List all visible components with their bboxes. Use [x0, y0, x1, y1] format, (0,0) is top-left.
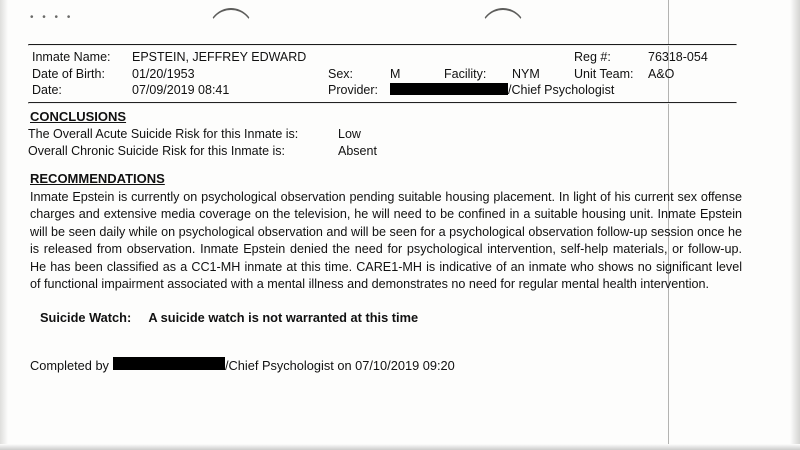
acute-risk-label: The Overall Acute Suicide Risk for this Inmate is:: [28, 126, 299, 141]
page-bottom-shadow: [0, 444, 800, 450]
date-value: 07/09/2019 08:41: [132, 83, 230, 97]
page-curl-artifact-right: [480, 8, 526, 32]
suicide-watch-row: [40, 310, 744, 325]
header-row-dob: [32, 66, 742, 83]
header-row-name: [32, 49, 742, 66]
completed-by-suffix: /Chief Psychologist on 07/10/2019 09:20: [224, 357, 455, 373]
date-of-birth-value: 01/20/1953: [132, 66, 195, 81]
acute-risk-row: [28, 126, 744, 143]
recommendations-body: Inmate Epstein is currently on psychological observation pending suitable housing placement. In light of his current sex offense charges and extensive media coverage on the television, he will need to be confined in a suitable housing unit. Inmate Epstein will be seen daily while on psychological observation and will be seen for a psychological observation follow-up session once he is released from observation. Inmate Epstein denied the need for psychological intervention, self-help materials, or follow-up. He has been classified as a CC1-MH inmate at this time. CARE1-MH is indicative of an inmate who shows no significant level of functional impairment associated with a mental illness and demonstrates no need for regular mental health intervention.: [30, 189, 742, 291]
document-body: [28, 44, 744, 373]
recommendations-heading: RECOMMENDATIONS: [30, 170, 165, 186]
reg-number-value: 76318-054: [648, 50, 708, 64]
reg-number-group: [574, 49, 742, 66]
top-margin-marks: • • • •: [30, 12, 74, 23]
suicide-watch-value: A suicide watch is not warranted at this time: [148, 309, 419, 325]
conclusions-heading: CONCLUSIONS: [30, 108, 127, 124]
facility-value: NYM: [512, 66, 540, 81]
facility-label: Facility:: [444, 66, 487, 81]
acute-risk-value: Low: [338, 126, 361, 141]
header-bottom-rule: [28, 102, 737, 104]
provider-value: [390, 82, 614, 99]
inmate-name-value: EPSTEIN, JEFFREY EDWARD: [132, 50, 307, 64]
date-of-birth-label: Date of Birth:: [32, 66, 105, 81]
redaction-bar-provider: [390, 83, 508, 95]
header-row-date: [32, 82, 742, 99]
chronic-risk-row: [28, 143, 744, 160]
redaction-bar-signature: [113, 357, 225, 370]
sex-value: M: [390, 66, 401, 81]
page-left-edge-shadow: [0, 0, 8, 450]
unit-team-group: [574, 66, 742, 83]
chronic-risk-label: Overall Chronic Suicide Risk for this Inmate is:: [28, 143, 286, 158]
inmate-header-block: [28, 46, 744, 102]
sex-label: Sex:: [328, 66, 354, 81]
chronic-risk-value: Absent: [338, 143, 377, 158]
provider-title-suffix: /Chief Psychologist: [508, 83, 615, 97]
page-right-edge-shadow: [790, 0, 800, 450]
date-label: Date:: [32, 83, 62, 97]
suicide-watch-label: Suicide Watch:: [40, 309, 132, 325]
completed-by-label: Completed by: [30, 357, 109, 373]
provider-label: Provider:: [328, 83, 379, 97]
inmate-name-label: Inmate Name:: [32, 50, 111, 64]
unit-team-label: Unit Team:: [574, 66, 634, 81]
completed-by-row: [30, 357, 744, 373]
page-curl-artifact-left: [208, 8, 254, 32]
unit-team-value: A&O: [648, 66, 675, 81]
reg-number-label: Reg #:: [574, 50, 611, 64]
